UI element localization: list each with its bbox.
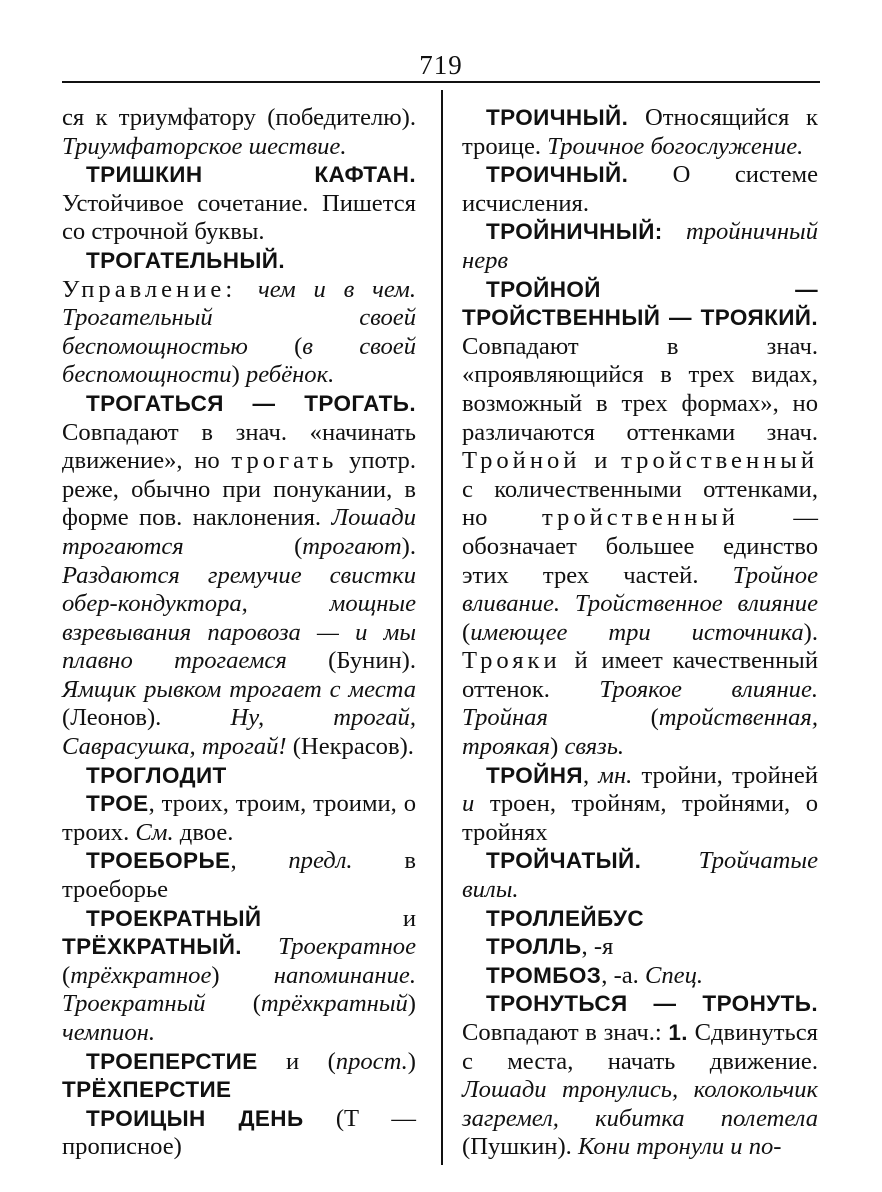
entry-trolleibus [462, 905, 818, 934]
headword: ТРОЙНИЧНЫЙ: [486, 219, 663, 245]
headword: ТРОИЧНЫЙ. [486, 105, 629, 130]
entry-troinya: ТРОЙНЯ, мн. тройни, тройней и троен, тройням, тройнями, о тройнях [462, 761, 818, 846]
headword: ТРОНУТЬСЯ — ТРОНУТЬ. [486, 991, 818, 1017]
entry-troe: ТРОЕ, троих, троим, троими, о троих. См. двое. [62, 790, 416, 846]
entry-troglodit [62, 762, 416, 791]
entry-continuation: ся к триумфатору (победителю). Триумфаторское шествие. [62, 104, 416, 160]
headword: ТРОГАТЬСЯ — ТРОГАТЬ. [86, 390, 416, 416]
headword: ТРОГАТЕЛЬНЫЙ. [86, 247, 286, 273]
entry-trogatsya: ТРОГАТЬСЯ — ТРОГАТЬ. Совпадают в знач. «начинать движение», но трогать употр. реже, обычно при понукании, в форме пов. наклонения. Лошади трогаются (трогают). Раздаются гремучие свистки обер-кондуктора, мощные взревывания паровоза — и мы плавно трогаемся (Бунин). Ямщик рывком трогает с места (Леонов). Ну, трогай, Саврасушка, трогай! (Некрасов). [62, 390, 417, 761]
page-number: 719 [419, 50, 463, 80]
entry-troekratny: ТРОЕКРАТНЫЙ и ТРЁХКРАТНЫЙ. Троекратное (трёхкратное) напоминание. Троекратный (трёхкратный) чемпион. [62, 904, 416, 1046]
entry-troichaty: ТРОЙЧАТЫЙ. Тройчатые вилы. [462, 847, 818, 904]
headword: ТРЁХКРАТНЫЙ. [62, 934, 242, 960]
top-rule [62, 81, 820, 83]
entry-troll: ТРОЛЛЬ, -я [486, 933, 614, 961]
left-column [62, 104, 416, 1162]
headword: ТРОЕ [86, 791, 149, 817]
entry-tronutsya: ТРОНУТЬСЯ — ТРОНУТЬ. Совпадают в знач.: 1. Сдвинуться с места, начать движение. Лошади тронулись, колокольчик загремел, кибитка полетела (Пушкин). Кони тронули и по- [462, 991, 818, 1161]
entry-troichny-1: ТРОИЧНЫЙ. Относящийся к троице. Троичное богослужение. [462, 104, 818, 160]
entry-troitsyn-den: ТРОИЦЫН ДЕНЬ (Т — прописное) [62, 1104, 416, 1161]
entry-troeperstie: ТРОЕПЕРСТИЕ и (прост.) ТРЁХПЕРСТИЕ [62, 1047, 416, 1103]
headword: ТРОЙЧАТЫЙ. [486, 848, 642, 874]
headword: ТРОЙНОЙ — ТРОЙСТВЕННЫЙ — ТРОЯКИЙ. [462, 276, 818, 331]
headword: ТРОЛЛЕЙБУС [486, 905, 645, 931]
headword: ТРОГЛОДИТ [86, 762, 227, 788]
headword: ТРОИЧНЫЙ. [486, 162, 629, 188]
entry-tromboz: ТРОМБОЗ, -а. Спец. [486, 961, 704, 989]
headword: ТРОИЦЫН ДЕНЬ [86, 1105, 304, 1131]
headword: ТРОЙНЯ [486, 762, 583, 788]
entry-troinichny: ТРОЙНИЧНЫЙ: тройничный нерв [462, 218, 818, 274]
headword: ТРОМБОЗ [486, 962, 602, 988]
headword: ТРОЕПЕРСТИЕ [86, 1048, 258, 1074]
entry-troichny-2: ТРОИЧНЫЙ. О системе исчисления. [462, 161, 818, 217]
headword: ТРЁХПЕРСТИЕ [62, 1077, 232, 1103]
entry-troinoi: ТРОЙНОЙ — ТРОЙСТВЕННЫЙ — ТРОЯКИЙ. Совпадают в знач. «проявляющийся в трех видах, возможный в трех формах», но различаются оттенками знач. Тройной и тройственный с количественными оттенками, но тройственный — обозначает большее единство этих трех частей. Тройное вливание. Тройственное влияние (имеющее три источника). Трояки й имеет качественный оттенок. Троякое влияние. Тройная (тройственная, троякая) связь. [462, 276, 819, 761]
column-divider [441, 90, 443, 1165]
headword: ТРИШКИН КАФТАН. [86, 162, 416, 188]
headword: ТРОЕКРАТНЫЙ [86, 905, 262, 931]
entry-troebore: ТРОЕБОРЬЕ, предл. в троеборье [62, 847, 416, 904]
headword: ТРОЛЛЬ [486, 934, 582, 960]
entry-trishkin-kaftan: ТРИШКИН КАФТАН. Устойчивое сочетание. Пишется со строчной буквы. [62, 162, 416, 246]
headword: ТРОЕБОРЬЕ [86, 848, 231, 874]
right-column [462, 104, 818, 1162]
entry-trogatelny: ТРОГАТЕЛЬНЫЙ. Управление: чем и в чем. Трогательный своей беспомощностью (в своей беспомощности) ребёнок. [62, 247, 416, 389]
